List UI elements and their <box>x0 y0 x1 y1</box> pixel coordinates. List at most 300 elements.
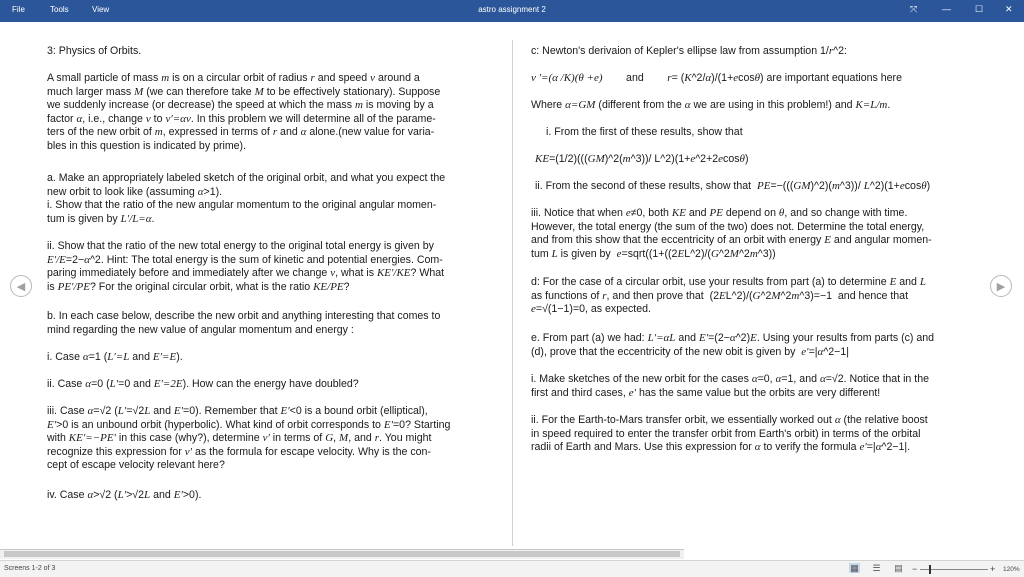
text-run: =0 and <box>118 378 154 390</box>
math-symbol: PE <box>709 207 723 219</box>
text-line <box>47 254 444 268</box>
text-run: (the relative boost <box>840 414 928 426</box>
math-symbol: e <box>690 153 696 165</box>
math-symbol: GM <box>587 153 605 165</box>
text-run: to verify the formula <box>760 441 860 453</box>
text-run: in terms of <box>269 432 326 444</box>
text-run: is moving by a <box>362 99 434 111</box>
math-symbol: v′ <box>184 445 193 458</box>
math-symbol: θ <box>754 72 761 84</box>
text-line <box>47 405 450 419</box>
text-run: ^2) <box>735 332 751 344</box>
text-run: , what is <box>335 267 377 279</box>
math-symbol: L <box>144 489 151 501</box>
text-run: and <box>675 332 699 344</box>
text-run: i. Case <box>47 351 83 363</box>
math-symbol: E′/E <box>47 253 66 266</box>
text-run: ii. From the second of these results, show that <box>535 180 757 192</box>
math-symbol: K <box>684 72 692 84</box>
math-symbol: α <box>82 351 89 363</box>
text-line <box>531 428 928 442</box>
text-line <box>47 432 450 446</box>
text-run: =2− <box>65 253 85 266</box>
text-run: is given by <box>557 247 617 260</box>
math-symbol: α <box>87 489 94 501</box>
text-run: ^2 <box>760 289 772 302</box>
math-symbol: KE/PE <box>313 280 344 293</box>
text-run: , i.e., change <box>82 112 146 125</box>
text-line <box>47 267 444 281</box>
text-run: mind regarding the new value of angular momentum and energy : <box>47 323 354 336</box>
text-line <box>47 310 440 324</box>
text-run: c: Newton's derivaion of Kepler's ellipse law from assumption 1/ <box>531 45 829 57</box>
math-symbol: E′ <box>173 489 183 501</box>
text-run: >1). <box>203 185 223 198</box>
text-run: factor <box>47 112 77 125</box>
math-symbol: e′ <box>628 386 637 399</box>
text-run: b. In each case below, describe the new orbit and anything interesting that comes to <box>47 310 441 322</box>
text-run: and <box>277 126 301 138</box>
case-iv <box>47 489 201 503</box>
scrollbar-thumb[interactable] <box>4 551 680 557</box>
text-run: >√2 ( <box>93 489 118 501</box>
math-symbol: L′=L <box>107 351 130 363</box>
math-symbol: α <box>197 185 204 198</box>
zoom-in-button[interactable]: + <box>990 564 996 574</box>
text-run: ) are important equations here <box>760 72 902 84</box>
math-symbol: α <box>819 373 826 385</box>
text-run: ). How can the energy have doubled? <box>182 378 359 390</box>
read-mode-icon[interactable]: ▦ <box>850 563 859 573</box>
next-page-button[interactable] <box>990 275 1012 297</box>
text-run: much larger mass <box>47 85 135 98</box>
text-line <box>531 332 934 346</box>
page-divider <box>512 40 513 546</box>
text-run: depend on <box>722 207 779 219</box>
chevron-left-icon: ◀ <box>16 281 26 293</box>
math-symbol: m <box>831 180 840 192</box>
text-run: ^3))/ <box>839 180 864 192</box>
text-run: =0). Remember that <box>183 405 281 417</box>
text-line <box>546 126 743 140</box>
part-c-ii <box>535 180 930 194</box>
part-e-ii-paragraph <box>531 414 928 455</box>
text-run: =−((( <box>770 180 794 192</box>
text-run: and <box>602 72 668 84</box>
text-line <box>47 378 359 392</box>
math-symbol: α <box>300 126 307 138</box>
text-line <box>47 140 440 154</box>
text-run: )^2)( <box>810 180 832 192</box>
part-a-paragraph <box>47 172 445 226</box>
text-run: =(1/2)((( <box>549 153 588 165</box>
text-run: ^2−1| <box>823 345 850 358</box>
text-run: i. Show that the ratio of the new angular momentum to the original angular momen- <box>47 199 437 211</box>
math-symbol: α <box>729 332 736 344</box>
text-run: iii. Case <box>47 405 88 417</box>
math-symbol: E′=2E <box>153 378 183 390</box>
zoom-level[interactable]: 120% <box>1003 566 1020 573</box>
math-symbol: L <box>863 180 870 192</box>
text-run: =0? Starting <box>392 418 451 431</box>
text-run: , <box>333 432 340 444</box>
case-i <box>47 351 183 365</box>
math-symbol: e <box>718 153 724 165</box>
text-run: ) <box>926 180 931 192</box>
text-line <box>47 172 445 186</box>
text-run: ) <box>744 153 749 165</box>
text-run: and <box>150 489 174 501</box>
text-run: to <box>150 112 166 125</box>
text-line <box>535 153 748 167</box>
math-symbol: m <box>791 289 800 302</box>
text-run: ^2 <box>738 247 750 260</box>
text-run: (d), prove that the eccentricity of the new obit is given by <box>531 345 802 358</box>
math-symbol: e <box>899 180 905 192</box>
part-e-i-paragraph <box>531 373 929 400</box>
text-run: ^2. Hint: The total energy is the sum of kinetic and potential energies. Com- <box>89 253 443 266</box>
text-run: . You might <box>379 432 432 444</box>
text-run: and speed <box>314 72 371 84</box>
text-run: as functions of <box>531 289 603 302</box>
status-bar <box>0 560 1024 577</box>
text-run: >0 is an unbound orbit (hyperbolic). What kind of orbit corresponds to <box>56 418 384 431</box>
text-line <box>531 387 929 401</box>
text-run: )/(1+ <box>711 72 734 84</box>
math-symbol: L′ <box>109 378 119 390</box>
text-run: iii. Notice that when <box>531 207 626 219</box>
text-run: we are using in this problem!) and <box>690 99 856 111</box>
math-symbol: r <box>667 72 672 84</box>
text-run: ^2 <box>780 289 792 302</box>
text-run: ^2−1|. <box>881 441 911 453</box>
text-run: =√2 ( <box>93 405 118 417</box>
math-symbol: r <box>310 72 315 84</box>
text-run: and <box>129 351 153 363</box>
math-symbol: m <box>622 153 631 165</box>
math-symbol: α <box>87 405 94 417</box>
text-run: >0). <box>182 489 202 501</box>
math-symbol: α <box>817 345 824 358</box>
math-symbol: M <box>339 432 349 444</box>
text-run: =(2− <box>708 332 730 344</box>
part-c-i <box>546 126 743 140</box>
math-symbol: G <box>752 289 761 302</box>
text-line <box>531 207 932 221</box>
text-run: . <box>151 212 155 225</box>
text-line <box>47 113 440 127</box>
math-symbol: G <box>325 432 334 444</box>
math-symbol: E′=E <box>152 351 177 363</box>
text-run: tum is given by <box>47 212 121 225</box>
math-symbol: KE′=−PE′ <box>68 432 116 444</box>
math-symbol: θ <box>921 180 927 192</box>
text-run: cos <box>904 180 922 192</box>
math-symbol: L <box>919 276 926 288</box>
text-run: new orbit to look like (assuming <box>47 185 198 198</box>
math-symbol: θ <box>778 207 785 219</box>
text-run: =0, <box>757 373 776 385</box>
text-run: in speed required to enter the transfer orbit from Earth's orbit) in terms of the orbital <box>531 427 921 440</box>
math-symbol: M <box>254 85 264 98</box>
math-symbol: α <box>85 378 92 390</box>
math-symbol: e <box>625 207 631 219</box>
math-symbol: L <box>144 405 151 417</box>
text-run: L^2)/( <box>725 289 753 302</box>
part-c-heading <box>531 45 847 59</box>
text-run: = ( <box>671 72 685 84</box>
previous-page-button[interactable] <box>10 275 32 297</box>
text-run: ? For the original circular orbit, what is the ratio <box>89 280 314 293</box>
text-line <box>531 234 932 248</box>
math-symbol: α <box>684 99 691 111</box>
text-run: . In this problem we will determine all of the parame- <box>190 112 436 125</box>
math-symbol: α <box>875 441 882 453</box>
section-heading: 3: Physics of Orbits. <box>47 45 142 57</box>
math-symbol: E <box>677 247 685 260</box>
text-run: to be effectively stationary). Suppose <box>263 85 441 98</box>
math-symbol: v <box>330 267 336 279</box>
text-run: A small particle of mass <box>47 72 162 84</box>
text-line <box>47 351 183 365</box>
text-line <box>47 324 440 338</box>
math-symbol: α <box>751 373 758 385</box>
ke-equation <box>535 153 748 167</box>
math-symbol: e′ <box>859 441 867 453</box>
text-run: ^3)=−1 and hence that <box>799 289 909 302</box>
math-symbol: α <box>84 253 90 266</box>
text-run: ^2/ <box>691 72 706 84</box>
text-line <box>531 290 926 304</box>
zoom-out-button[interactable]: − <box>912 564 918 574</box>
text-run: , and then prove that (2 <box>606 289 720 302</box>
text-run: d: For the case of a circular orbit, use your results from part (a) to determine <box>531 276 890 288</box>
text-line <box>47 126 440 140</box>
math-symbol: α <box>76 112 83 125</box>
math-symbol: E <box>824 234 831 246</box>
maximize-icon[interactable]: ☐ <box>975 4 984 14</box>
text-line <box>47 446 450 460</box>
text-run: ^2+2 <box>695 153 719 165</box>
math-symbol: v ′=(α /K)(θ +e) <box>531 72 603 84</box>
text-run: ^3)) <box>757 247 776 260</box>
menu-file[interactable]: File <box>12 5 25 14</box>
math-symbol: α=GM <box>565 99 596 111</box>
math-symbol: L′ <box>117 489 127 501</box>
text-run: L^2)/( <box>684 247 711 260</box>
text-run: Where <box>531 99 566 111</box>
math-symbol: v <box>145 112 151 125</box>
horizontal-scrollbar[interactable] <box>0 549 684 559</box>
math-symbol: KE′/KE <box>376 267 411 279</box>
math-symbol: m <box>154 126 163 138</box>
text-run: tum <box>531 247 552 260</box>
math-symbol: α <box>775 373 782 385</box>
text-run: ters of the new orbit of <box>47 126 155 138</box>
math-symbol: m <box>749 247 758 260</box>
right-page <box>531 0 984 540</box>
case-ii <box>47 378 359 392</box>
math-symbol: E <box>889 276 897 288</box>
math-symbol: m <box>161 72 170 84</box>
text-run: ? What <box>410 267 445 279</box>
text-run: (we can therefore take <box>143 85 255 98</box>
close-icon[interactable]: ✕ <box>1005 4 1013 14</box>
text-line <box>47 489 201 503</box>
text-line <box>47 86 440 100</box>
text-line <box>47 281 444 295</box>
text-run: ^2 <box>718 247 730 260</box>
text-run: as the formula for escape velocity. Why is the con- <box>192 445 431 458</box>
text-run: is <box>47 280 58 293</box>
math-symbol: L′=αL <box>647 332 676 344</box>
math-symbol: G <box>710 247 719 260</box>
math-symbol: r <box>374 432 380 444</box>
text-line <box>531 99 890 113</box>
text-run: and <box>896 276 920 288</box>
text-run: a. Make an appropriately labeled sketch of the original orbit, and what you expect the <box>47 172 446 184</box>
document-title: astro assignment 2 <box>478 5 546 14</box>
math-symbol: E′ <box>698 332 709 344</box>
chevron-right-icon: ▶ <box>996 281 1006 293</box>
text-line <box>47 99 440 113</box>
text-run: ^2: <box>833 45 847 57</box>
menu-tools[interactable]: Tools <box>50 5 69 14</box>
math-symbol: E′ <box>280 405 290 417</box>
print-layout-icon[interactable]: ☰ <box>872 563 881 573</box>
text-run: =√(1−1)=0, as expected. <box>535 303 651 315</box>
math-symbol: v′=αv <box>165 112 191 125</box>
part-d-paragraph <box>531 276 926 317</box>
zoom-slider-thumb[interactable] <box>929 565 931 574</box>
screens-indicator: Screens 1-2 of 3 <box>4 565 56 572</box>
text-line <box>47 72 440 86</box>
text-line <box>531 414 928 428</box>
text-run: =0 ( <box>91 378 110 390</box>
text-run: ^3))/ L^2)(1+ <box>630 153 691 165</box>
text-run: with <box>47 432 69 444</box>
text-run: bles in this question is indicated by prime). <box>47 139 247 152</box>
text-run: ^2)(1+ <box>869 180 900 192</box>
text-run: i. Make sketches of the new orbit for the cases <box>531 373 752 385</box>
text-run: ). <box>176 351 183 363</box>
text-run: =| <box>808 345 818 358</box>
part-e-paragraph <box>531 332 934 359</box>
text-line <box>47 240 444 254</box>
web-layout-icon[interactable]: ▤ <box>894 563 903 573</box>
text-line <box>535 180 930 194</box>
math-symbol: PE <box>756 180 771 192</box>
text-run: iv. Case <box>47 489 88 501</box>
math-symbol: α <box>834 414 841 426</box>
restore-icon[interactable]: ⤧ <box>910 4 918 14</box>
math-symbol: r <box>828 45 834 57</box>
text-run: i. From the first of these results, show that <box>546 126 743 138</box>
part-c-iii-paragraph <box>531 207 932 261</box>
intro-paragraph <box>47 72 440 153</box>
text-run: (different from the <box>595 99 685 111</box>
equations-line <box>531 72 902 86</box>
text-line <box>47 186 445 200</box>
text-run: first and third cases, <box>531 386 629 399</box>
math-symbol: e <box>733 72 739 84</box>
part-a-ii-paragraph <box>47 240 444 294</box>
text-run: in this case (why?), determine <box>115 432 263 444</box>
math-symbol: L′ <box>117 405 127 417</box>
math-symbol: L′/L=α <box>120 212 152 225</box>
math-symbol: r <box>272 126 278 138</box>
math-symbol: e <box>531 303 536 315</box>
text-run: cept of escape velocity relevant here? <box>47 459 225 471</box>
minimize-icon[interactable]: — <box>942 4 951 14</box>
math-symbol: α <box>754 441 761 453</box>
text-line <box>531 441 928 455</box>
text-line <box>531 276 926 290</box>
part-b-paragraph <box>47 310 440 337</box>
menu-view[interactable]: View <box>92 5 110 14</box>
text-line <box>531 72 902 86</box>
text-run: =1 ( <box>88 351 108 363</box>
text-line <box>531 303 926 317</box>
case-iii-paragraph <box>47 405 450 473</box>
text-run: paring immediately before and immediately after we change <box>47 267 331 279</box>
math-symbol: v <box>370 72 376 84</box>
text-run: >√2 <box>126 489 145 501</box>
math-symbol: K=L/m <box>855 99 888 111</box>
text-run: around a <box>375 72 420 84</box>
text-run: is on a circular orbit of radius <box>169 72 311 84</box>
text-run: cos <box>738 72 755 84</box>
text-run: =√2 <box>126 405 145 417</box>
text-run: we suddenly increase (or decrease) the speed at which the mass <box>47 99 355 111</box>
text-run: <0 is a bound orbit (elliptical), <box>289 405 428 417</box>
text-run: alone.(new value for varia- <box>306 126 435 138</box>
text-run: . <box>887 99 891 111</box>
left-page <box>47 0 497 540</box>
text-line <box>531 373 929 387</box>
math-symbol: M <box>729 247 739 260</box>
text-run: and from this show that the eccentricity of an orbit with energy <box>531 234 825 246</box>
text-line <box>47 213 445 227</box>
text-run: ≠0, both <box>630 207 672 219</box>
text-run: , expressed in terms of <box>162 126 273 138</box>
math-symbol: α <box>705 72 712 84</box>
math-symbol: r <box>602 289 607 302</box>
text-run: =| <box>866 441 876 453</box>
text-run: cos <box>723 153 740 165</box>
text-line <box>531 221 932 235</box>
text-line <box>47 199 445 213</box>
text-run: radii of Earth and Mars. Use this expression for <box>531 441 755 453</box>
where-line <box>531 99 890 113</box>
text-run: and <box>685 207 710 219</box>
text-line <box>531 45 847 59</box>
math-symbol: M <box>134 85 144 98</box>
text-run: ? <box>343 280 350 293</box>
text-run: =√2. Notice that in the <box>825 373 929 385</box>
text-run: has the same value but the orbits are very different! <box>636 386 881 399</box>
math-symbol: E′ <box>173 405 184 417</box>
text-run: , and so change with time. <box>784 207 908 219</box>
text-run: ii. Case <box>47 378 86 390</box>
math-symbol: L <box>551 247 558 260</box>
text-line <box>47 419 450 433</box>
text-run: . Using your results from parts (c) and <box>756 332 935 344</box>
text-line <box>47 459 450 473</box>
math-symbol: e <box>616 247 622 260</box>
text-run: recognize this expression for <box>47 445 185 458</box>
math-symbol: KE <box>671 207 686 219</box>
